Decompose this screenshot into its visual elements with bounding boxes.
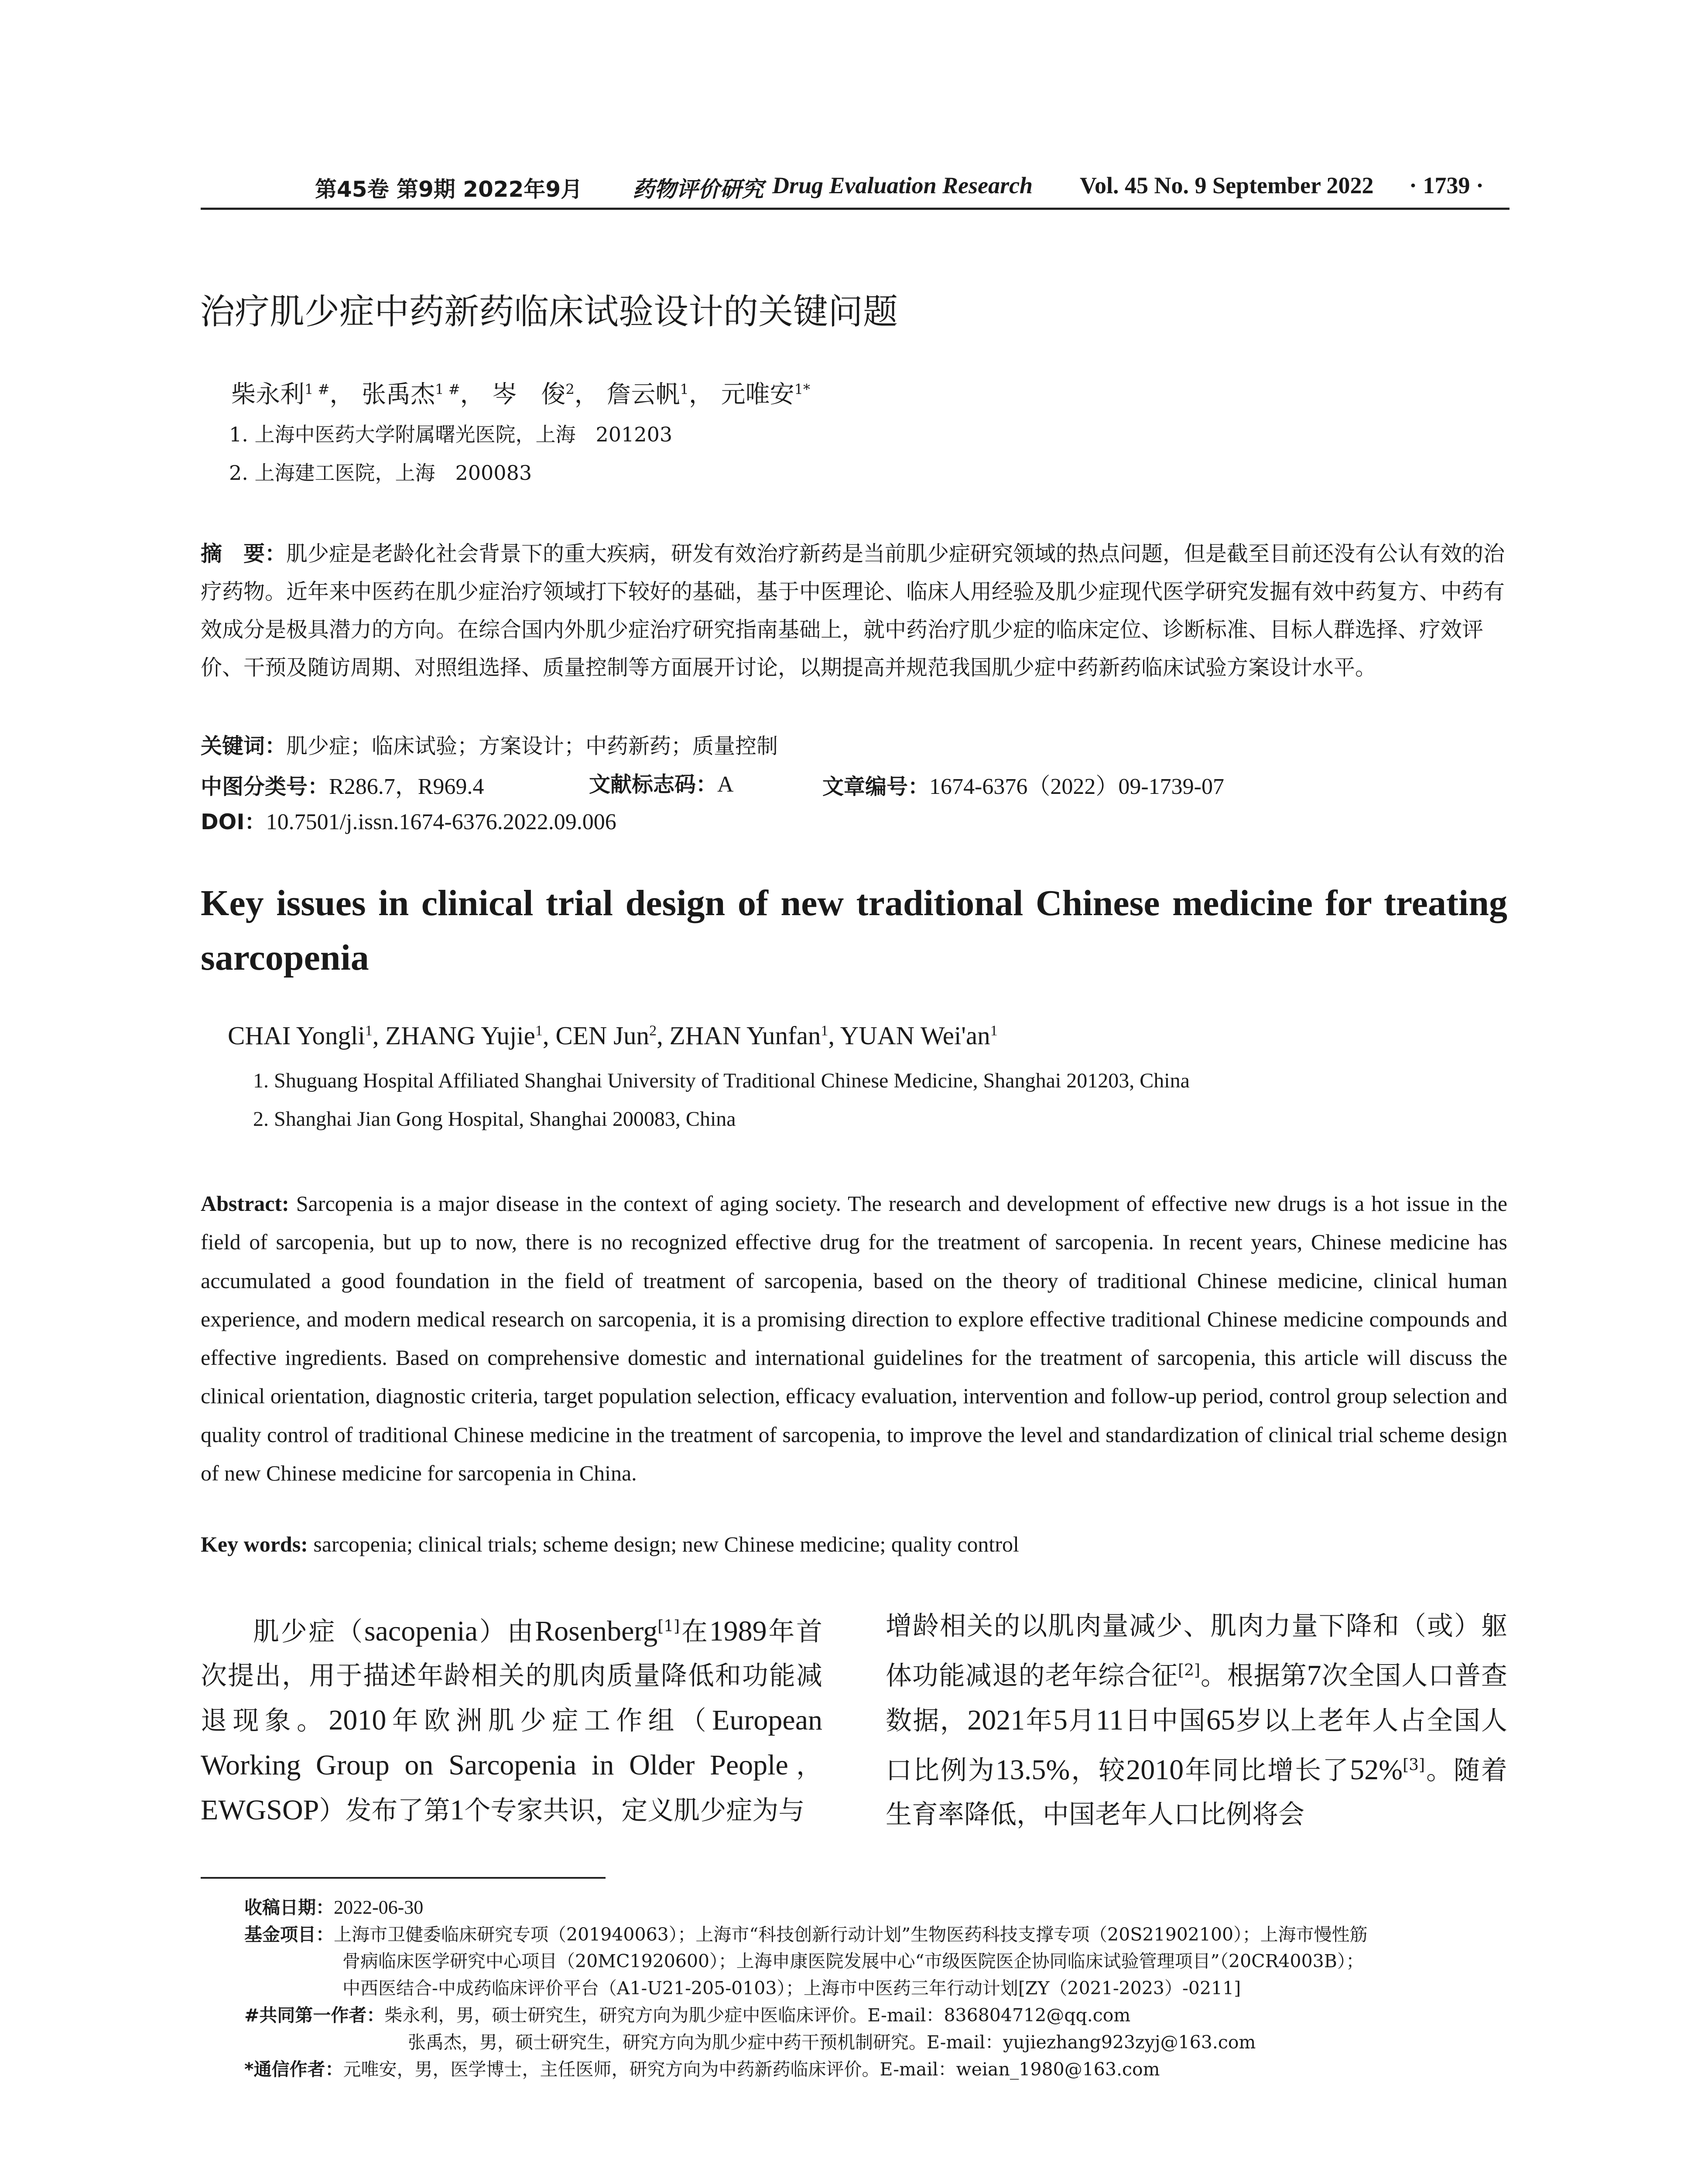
clc-label: 中图分类号： — [201, 774, 329, 799]
cn-affiliation: 2. 上海建工医院，上海 200083 — [229, 461, 532, 485]
body-column-left: 肌少症（sacopenia）由Rosenberg[1]在1989年首次提出，用于描述年龄相关的肌肉质量降低和功能减退现象。2010年欧洲肌少症工作组（European Working Group on Sarcopenia in Older People，EWGSOP）发布了第1个专家共识，定义肌少症为与 — [201, 1615, 823, 1826]
citation-ref: [3] — [1403, 1756, 1425, 1774]
cn-keywords-label: 关键词： — [201, 734, 287, 759]
citation-ref: [2] — [1178, 1661, 1201, 1679]
en-author-mark: 1 — [990, 1022, 998, 1039]
footnote-fund-line: 骨病临床医学研究中心项目（20MC1920600）；上海申康医院发展中心“市级医院医企协同临床试验管理项目”（20CR4003B）； — [342, 1951, 1364, 1972]
en-author-mark: 1 — [821, 1022, 828, 1039]
cn-classification-line — [201, 768, 484, 800]
footnote-fund: 基金项目：上海市卫健委临床研究专项（201940063）；上海市“科技创新行动计划”生物医药科技支撑专项（20S21902100）；上海市慢性筋 — [244, 1924, 1368, 1945]
cn-affiliation: 1. 上海中医药大学附属曙光医院，上海 201203 — [229, 423, 673, 446]
cn-keywords — [201, 729, 778, 760]
cn-author-mark: 2 — [565, 381, 575, 398]
en-author-mark: 1 — [365, 1022, 373, 1039]
cn-author: 詹云帆 — [606, 380, 680, 409]
en-abstract-text: Sarcopenia is a major disease in the context of aging society. The research and development of effective new drugs is a hot issue in the field of sarcopenia, but up to now, there is no recognized effective drug for the treatment of sarcopenia. In recent years, Chinese medicine has accumulated a good foundation in the field of treatment of sarcopenia, based on the theory of traditional Chinese medicine, clinical human experience, and modern medical research on sarcopenia, it is a promising direction to explore effective traditional Chinese medicine compounds and effective ingredients. Based on comprehensive domestic and international guidelines for the treatment of sarcopenia, this article will discuss the clinical orientation, diagnostic criteria, target population selection, efficacy evaluation, intervention and follow-up period, control group selection and quality control of traditional Chinese medicine in the treatment of sarcopenia, to improve the level and standardization of clinical trial scheme design of new Chinese medicine for sarcopenia in China. — [201, 1191, 1508, 1486]
footnote-cofirst-line: 张禹杰，男，硕士研究生，研究方向为肌少症中药干预机制研究。E-mail：yujiezhang923zyj@163.com — [408, 2032, 1256, 2053]
cn-author: 柴永利 — [231, 380, 305, 409]
en-affiliation: 2. Shanghai Jian Gong Hospital, Shanghai 200083, China — [253, 1108, 736, 1131]
en-author: ZHAN Yunfan — [669, 1021, 821, 1050]
doc-code-label: 文献标志码： — [589, 772, 718, 797]
doc-code-line — [589, 768, 734, 798]
cn-author: 元唯安 — [721, 380, 794, 409]
footnote-received: 收稿日期：2022-06-30 — [244, 1897, 424, 1918]
en-author-mark: 2 — [649, 1022, 657, 1039]
footnote-corresponding: *通信作者：元唯安，男，医学博士，主任医师，研究方向为中药新药临床评价。E-mail：weian_1980@163.com — [244, 2059, 1160, 2080]
cn-abstract — [201, 535, 1507, 687]
cn-author: 岑 俊 — [492, 380, 566, 409]
en-keywords-label: Key words: — [201, 1532, 308, 1556]
cn-author-mark: 1 # — [305, 381, 330, 398]
cn-abstract-text: 肌少症是老龄化社会背景下的重大疾病，研发有效治疗新药是当前肌少症研究领域的热点问题，但是截至目前还没有公认有效的治疗药物。近年来中医药在肌少症治疗领域打下较好的基础，基于中医理论、临床人用经验及肌少症现代医学研究发掘有效中药复方、中药有效成分是极具潜力的方向。在综合国内外肌少症治疗研究指南基础上，就中药治疗肌少症的临床定位、诊断标准、目标人群选择、疗效评价、干预及随访周期、对照组选择、质量控制等方面展开讨论，以期提高并规范我国肌少症中药新药临床试验方案设计水平。 — [201, 541, 1505, 680]
en-author: CEN Jun — [555, 1021, 650, 1050]
header-journal-name: Drug Evaluation Research — [772, 172, 1033, 198]
en-keywords-text: sarcopenia; clinical trials; scheme design; new Chinese medicine; quality control — [313, 1532, 1019, 1556]
doi-label: DOI： — [201, 810, 266, 834]
en-abstract — [201, 1184, 1507, 1492]
footnote-divider — [201, 1877, 606, 1879]
doi-line — [201, 805, 616, 836]
article-no-label: 文章编号： — [822, 774, 930, 799]
en-author: CHAI Yongli — [228, 1021, 365, 1050]
footnote-fund-line: 中西医结合-中成药临床评价平台（A1-U21-205-0103）；上海市中医药三年行动计划[ZY（2021-2023）-0211] — [342, 1978, 1241, 1999]
cn-keywords-text: 肌少症；临床试验；方案设计；中药新药；质量控制 — [286, 734, 778, 759]
body-column-right: 增龄相关的以肌肉量减少、肌肉力量下降和（或）躯体功能减退的老年综合征[2]。根据第7次全国人口普查数据，2021年5月11日中国65岁以上老年人占全国人口比例为13.5%，较2010年同比增长了52%[3]。随着生育率降低，中国老年人口比例将会 — [886, 1611, 1508, 1830]
article-no-line — [822, 768, 1224, 800]
en-abstract-label: Abstract: — [201, 1191, 289, 1216]
cn-abstract-label: 摘 要： — [201, 541, 287, 566]
cn-author-mark: 1 # — [435, 381, 460, 398]
en-author-mark: 1 — [535, 1022, 543, 1039]
en-author: YUAN Wei'an — [840, 1021, 990, 1050]
cn-author-mark: 1* — [794, 381, 811, 398]
footnote-cofirst: #共同第一作者：柴永利，男，硕士研究生，研究方向为肌少症中医临床评价。E-mail：836804712@qq.com — [244, 2005, 1131, 2026]
journal-logo: 药物评价研究 — [633, 176, 763, 202]
cn-author-mark: 1 — [680, 381, 689, 398]
cn-author: 张禹杰 — [362, 380, 435, 409]
citation-ref: [1] — [657, 1617, 680, 1635]
en-title: Key issues in clinical trial design of new traditional Chinese medicine for treating sarcopenia — [201, 883, 1507, 978]
header-issue-cn: 第45卷 第9期 2022年9月 — [315, 177, 583, 202]
cn-authors: 柴永利$^{1 \#}$， 张禹杰$^{1 \#}$， 岑 俊$^2$， 詹云帆$^1$， 元唯安$^{1*}$ — [231, 380, 811, 409]
en-author: ZHANG Yujie — [385, 1021, 535, 1050]
article-no-value: 1674-6376（2022）09-1739-07 — [929, 774, 1224, 799]
header-page-number: · 1739 · — [1409, 172, 1484, 198]
header-volume: Vol. 45 No. 9 September 2022 — [1080, 172, 1374, 198]
running-header — [201, 168, 1509, 210]
cn-title: 治疗肌少症中药新药临床试验设计的关键问题 — [200, 291, 898, 332]
doi-value: 10.7501/j.issn.1674-6376.2022.09.006 — [266, 810, 616, 834]
doc-code-value: A — [717, 772, 734, 797]
en-keywords — [201, 1531, 1019, 1557]
en-affiliation: 1. Shuguang Hospital Affiliated Shanghai University of Traditional Chinese Medicine, Shanghai 201203, China — [253, 1069, 1190, 1092]
en-authors: CHAI Yongli$^1$, ZHANG Yujie$^1$, CEN Jun$^2$, ZHAN Yunfan$^1$, YUAN $Wei'an^1$ — [228, 1021, 998, 1050]
clc-value: R286.7，R969.4 — [329, 774, 484, 799]
